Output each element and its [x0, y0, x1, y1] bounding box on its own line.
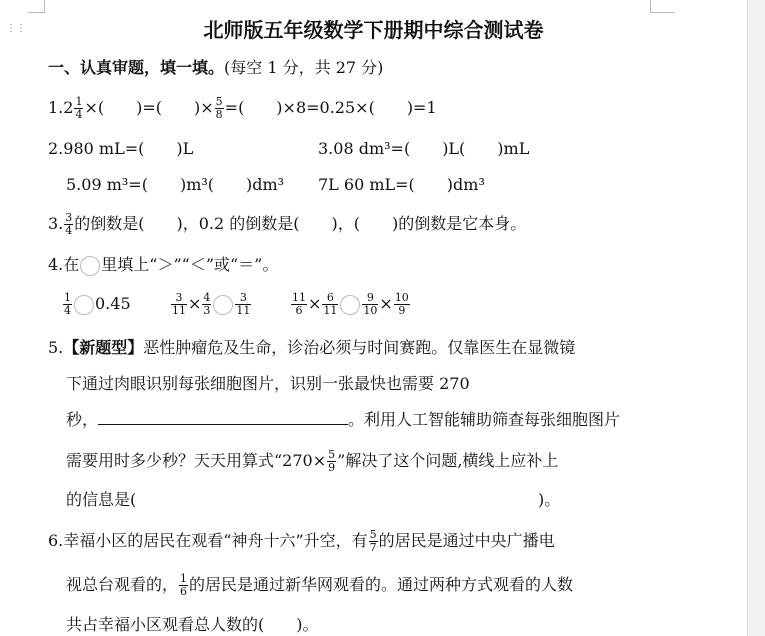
answer-blank-line[interactable]: [98, 408, 348, 425]
question-4-expr-2: $\frac{3}{11}$ × $\frac{4}{3}$ $\frac{3}{11}$: [172, 291, 251, 317]
question-3: 3. $\frac{3}{4}$ 的倒数是( )，0.2 的倒数是( )，( )的倒数是它本身。: [48, 211, 527, 237]
question-5-line-3: 秒， 。利用人工智能辅助筛查每张细胞图片: [66, 410, 621, 429]
question-5-line-2: 下通过肉眼识别每张细胞图片，识别一张最快也需要 270: [66, 374, 470, 393]
question-5-line-5: 的信息是(: [66, 490, 137, 509]
drag-handle-icon[interactable]: ⋮⋮: [6, 23, 26, 34]
question-5-line-5-end: )。: [538, 490, 561, 509]
question-5-line-1: 5.【新题型】恶性肿瘤危及生命，诊治必须与时间赛跑。仅靠医生在显微镜: [48, 338, 576, 357]
question-2-line-1b: 3.08 dm³=( )L( )mL: [318, 139, 530, 158]
page-corner-mark: [650, 0, 675, 13]
question-4-expr-1: $\frac{1}{4}$ 0.45: [64, 291, 131, 317]
question-2-line-1: 2.980 mL=( )L: [48, 139, 194, 158]
vertical-scrollbar[interactable]: [747, 0, 765, 636]
answer-circle[interactable]: [74, 295, 94, 315]
section-heading: 一、认真审题，填一填。(每空 1 分，共 27 分): [48, 58, 384, 77]
question-6-line-3: 共占幸福小区观看总人数的( )。: [66, 615, 319, 634]
question-6-line-1: 6.幸福小区的居民在观看“神舟十六”升空，有 $\frac{5}{7}$ 的居民是通过中央广播电: [48, 528, 555, 554]
answer-circle[interactable]: [80, 256, 100, 276]
question-6-line-2: 视总台观看的， $\frac{1}{6}$ 的居民是通过新华网观看的。通过两种方式观看的人数: [66, 572, 574, 598]
answer-circle[interactable]: [213, 295, 233, 315]
question-2-line-2b: 7L 60 mL=( )dm³: [318, 175, 485, 194]
question-4: 4.在 里填上“＞”“＜”或“＝”。: [48, 255, 279, 274]
page-corner-mark: [28, 0, 45, 13]
question-2-line-2: 5.09 m³=( )m³( )dm³: [66, 175, 285, 194]
answer-circle[interactable]: [340, 295, 360, 315]
question-4-expr-3: $\frac{11}{6}$ × $\frac{6}{11}$ $\frac{9}{10}$ × $\frac{10}{9}$: [292, 291, 409, 317]
question-5-line-4: 需要用时多少秒？天天用算式“270× $\frac{5}{9}$ ”解决了这个问题,横线上应补上: [66, 448, 559, 474]
question-1: 1.2 $\frac{1}{4}$ ×( )=( )× $\frac{5}{8}$ =( )×8=0.25×( )=1: [48, 95, 437, 121]
page-title: 北师版五年级数学下册期中综合测试卷: [203, 18, 544, 42]
